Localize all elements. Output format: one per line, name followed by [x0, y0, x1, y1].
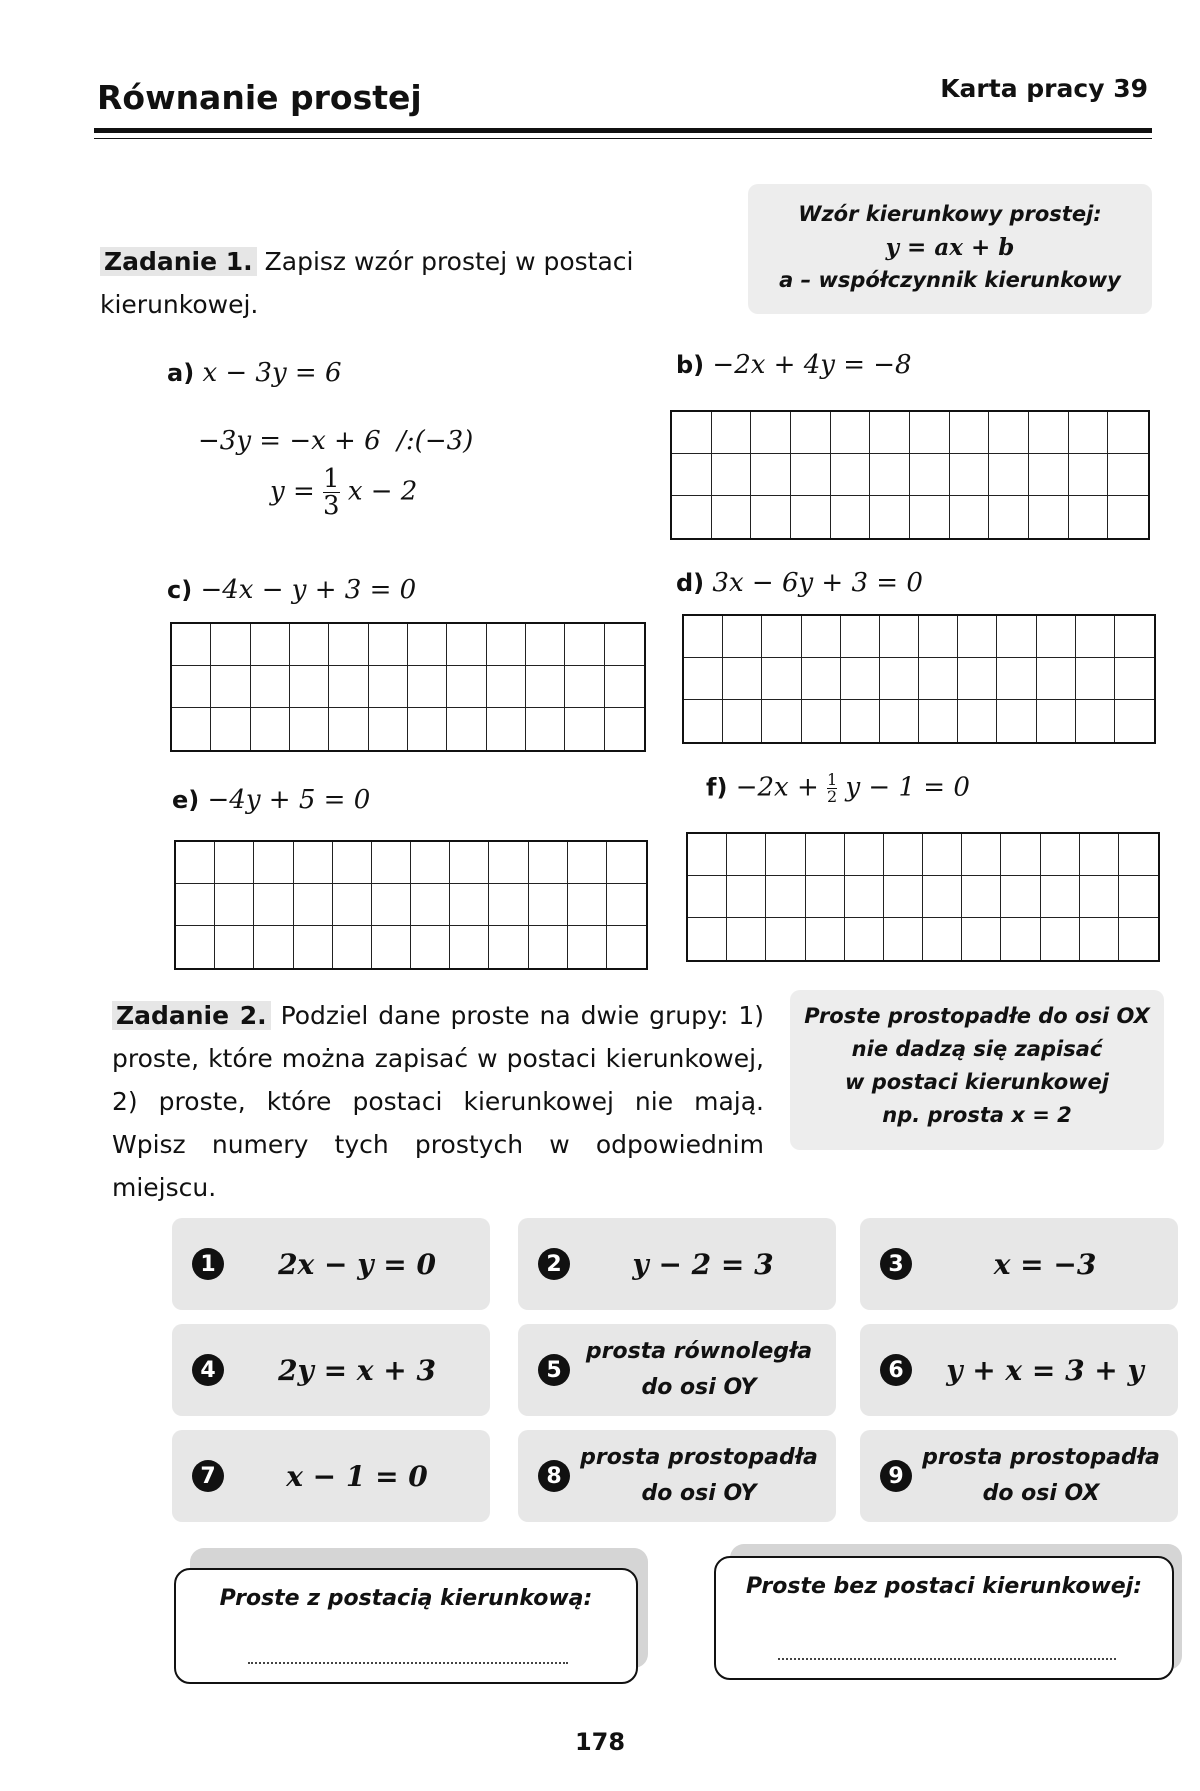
task2-label: Zadanie 2. [112, 1001, 271, 1030]
task1-item-b [676, 350, 912, 380]
card-description-line-1: prosta prostopadła [922, 1445, 1160, 1470]
answer-line-with-slope[interactable] [248, 1662, 568, 1664]
answer-title-without-slope: Proste bez postaci kierunkowej: [745, 1574, 1143, 1599]
item-d-label: d) [676, 569, 705, 597]
grid-cell[interactable] [791, 412, 831, 454]
answer-line-without-slope[interactable] [778, 1658, 1116, 1660]
grid-cell[interactable] [870, 454, 910, 496]
card-equation: y − 2 = 3 [632, 1247, 774, 1281]
grid-cell[interactable] [806, 918, 845, 960]
card-number-badge: 8 [538, 1460, 570, 1492]
grid-cell[interactable] [1069, 412, 1109, 454]
grid-cell[interactable] [880, 658, 919, 700]
item-f-equation-post: y − 1 = 0 [845, 772, 970, 803]
grid-cell[interactable] [1108, 412, 1148, 454]
card-equation: y + x = 3 + y [946, 1353, 1144, 1387]
grid-cell[interactable] [884, 918, 923, 960]
card-description [912, 1440, 1178, 1512]
grid-cell[interactable] [751, 454, 791, 496]
grid-cell[interactable] [372, 884, 411, 926]
grid-cell[interactable] [1037, 616, 1076, 658]
grid-cell[interactable] [723, 658, 762, 700]
grid-cell[interactable] [333, 842, 372, 884]
item-d-equation: 3x − 6y + 3 = 0 [712, 568, 923, 598]
example-step-2 [270, 466, 417, 519]
item-f-fraction-numerator: 1 [827, 770, 838, 789]
line-card-9 [860, 1430, 1178, 1522]
grid-cell[interactable] [727, 834, 766, 876]
grid-cell[interactable] [1001, 918, 1040, 960]
grid-cell[interactable] [447, 666, 486, 708]
grid-cell[interactable] [762, 658, 801, 700]
item-f-fraction [827, 772, 837, 805]
grid-cell[interactable] [565, 666, 604, 708]
grid-cell[interactable] [910, 496, 950, 538]
grid-cell[interactable] [672, 496, 712, 538]
grid-cell[interactable] [411, 842, 450, 884]
line-card-2 [518, 1218, 836, 1310]
page-number: 178 [574, 1728, 626, 1756]
grid-cell[interactable] [607, 842, 646, 884]
item-c-label: c) [167, 576, 193, 604]
grid-cell[interactable] [333, 926, 372, 968]
grid-cell[interactable] [723, 616, 762, 658]
grid-cell[interactable] [712, 496, 752, 538]
grid-cell[interactable] [1041, 876, 1080, 918]
grid-cell[interactable] [845, 918, 884, 960]
grid-cell[interactable] [997, 616, 1036, 658]
answer-grid-e[interactable] [174, 840, 648, 970]
perp-box-line-1: Proste prostopadłe do osi OX [804, 1004, 1150, 1028]
grid-cell[interactable] [568, 842, 607, 884]
answer-grid-f[interactable] [686, 832, 1160, 962]
grid-cell[interactable] [172, 666, 211, 708]
grid-cell[interactable] [884, 834, 923, 876]
grid-cell[interactable] [211, 666, 250, 708]
grid-cell[interactable] [607, 884, 646, 926]
formula-info-box [748, 184, 1152, 314]
grid-cell[interactable] [950, 412, 990, 454]
card-equation: 2y = x + 3 [278, 1353, 436, 1387]
grid-cell[interactable] [605, 624, 644, 666]
card-number-badge: 2 [538, 1248, 570, 1280]
perp-box-line-3: w postaci kierunkowej [845, 1070, 1109, 1094]
card-description-line-1: prosta równoległa [585, 1339, 813, 1364]
grid-cell[interactable] [950, 496, 990, 538]
grid-cell[interactable] [723, 700, 762, 742]
grid-cell[interactable] [989, 454, 1029, 496]
task1-item-e [172, 785, 370, 815]
grid-cell[interactable] [1029, 496, 1069, 538]
grid-cell[interactable] [962, 918, 1001, 960]
grid-cell[interactable] [727, 918, 766, 960]
grid-cell[interactable] [411, 884, 450, 926]
header-rule [94, 128, 1152, 133]
grid-cell[interactable] [806, 834, 845, 876]
grid-cell[interactable] [958, 658, 997, 700]
task1-instruction [100, 240, 710, 326]
grid-cell[interactable] [487, 666, 526, 708]
grid-cell[interactable] [254, 884, 293, 926]
card-equation: x = −3 [993, 1247, 1097, 1281]
grid-cell[interactable] [845, 834, 884, 876]
task1-text: Zapisz wzór prostej w postaci kierunkowej. [100, 247, 634, 319]
grid-cell[interactable] [1041, 918, 1080, 960]
item-f-fraction-denominator: 2 [827, 787, 838, 806]
task2-instruction [112, 994, 764, 1209]
grid-cell[interactable] [870, 496, 910, 538]
grid-cell[interactable] [806, 876, 845, 918]
card-number-badge: 9 [880, 1460, 912, 1492]
grid-cell[interactable] [450, 926, 489, 968]
grid-cell[interactable] [762, 616, 801, 658]
grid-cell[interactable] [950, 454, 990, 496]
grid-cell[interactable] [254, 926, 293, 968]
grid-cell[interactable] [762, 700, 801, 742]
grid-cell[interactable] [712, 454, 752, 496]
grid-cell[interactable] [607, 926, 646, 968]
grid-cell[interactable] [802, 616, 841, 658]
grid-cell[interactable] [1115, 616, 1154, 658]
grid-cell[interactable] [254, 842, 293, 884]
grid-cell[interactable] [712, 412, 752, 454]
item-f-equation-pre: −2x + [735, 772, 819, 803]
grid-cell[interactable] [176, 842, 215, 884]
grid-cell[interactable] [831, 454, 871, 496]
grid-cell[interactable] [802, 658, 841, 700]
grid-cell[interactable] [766, 834, 805, 876]
grid-cell[interactable] [172, 624, 211, 666]
grid-cell[interactable] [791, 496, 831, 538]
grid-cell[interactable] [880, 700, 919, 742]
card-number-badge: 4 [192, 1354, 224, 1386]
card-description-line-2: do osi OY [641, 1481, 757, 1506]
item-b-equation: −2x + 4y = −8 [712, 350, 912, 380]
grid-cell[interactable] [802, 700, 841, 742]
grid-cell[interactable] [831, 496, 871, 538]
grid-cell[interactable] [1037, 658, 1076, 700]
grid-cell[interactable] [688, 834, 727, 876]
grid-cell[interactable] [989, 412, 1029, 454]
grid-cell[interactable] [962, 876, 1001, 918]
grid-cell[interactable] [1080, 876, 1119, 918]
answer-grid-b[interactable] [670, 410, 1150, 540]
grid-cell[interactable] [684, 616, 723, 658]
example-step-2-lhs: y = [270, 476, 315, 507]
answer-title-with-slope: Proste z postacią kierunkową: [219, 1586, 593, 1611]
grid-cell[interactable] [372, 926, 411, 968]
grid-cell[interactable] [751, 412, 791, 454]
line-card-5 [518, 1324, 836, 1416]
example-fraction [323, 466, 340, 519]
grid-cell[interactable] [251, 708, 290, 750]
line-card-4 [172, 1324, 490, 1416]
line-card-7 [172, 1430, 490, 1522]
item-e-equation: −4y + 5 = 0 [207, 785, 371, 815]
formula-box-note: a – współczynnik kierunkowy [779, 268, 1121, 292]
grid-cell[interactable] [1080, 918, 1119, 960]
grid-cell[interactable] [791, 454, 831, 496]
grid-cell[interactable] [1069, 454, 1109, 496]
grid-cell[interactable] [923, 834, 962, 876]
grid-cell[interactable] [989, 496, 1029, 538]
grid-cell[interactable] [727, 876, 766, 918]
grid-cell[interactable] [487, 708, 526, 750]
answer-grid-d[interactable] [682, 614, 1156, 744]
grid-cell[interactable] [290, 708, 329, 750]
grid-cell[interactable] [997, 658, 1036, 700]
grid-cell[interactable] [411, 926, 450, 968]
grid-cell[interactable] [962, 834, 1001, 876]
line-card-3 [860, 1218, 1178, 1310]
grid-cell[interactable] [910, 412, 950, 454]
grid-cell[interactable] [290, 624, 329, 666]
grid-cell[interactable] [766, 918, 805, 960]
grid-cell[interactable] [529, 926, 568, 968]
card-number-badge: 5 [538, 1354, 570, 1386]
grid-cell[interactable] [923, 876, 962, 918]
grid-cell[interactable] [1069, 496, 1109, 538]
grid-cell[interactable] [529, 842, 568, 884]
grid-cell[interactable] [1076, 700, 1115, 742]
example-step-1: −3y = −x + 6 /:(−3) [198, 426, 474, 456]
grid-cell[interactable] [884, 876, 923, 918]
example-fraction-numerator: 1 [323, 464, 340, 494]
task1-item-c [167, 575, 416, 605]
grid-cell[interactable] [1001, 834, 1040, 876]
card-description-line-2: do osi OX [982, 1481, 1100, 1506]
grid-cell[interactable] [1115, 700, 1154, 742]
line-card-6 [860, 1324, 1178, 1416]
grid-cell[interactable] [251, 624, 290, 666]
grid-cell[interactable] [408, 624, 447, 666]
grid-cell[interactable] [1119, 834, 1158, 876]
formula-box-formula: y = ax + b [885, 234, 1015, 261]
grid-cell[interactable] [565, 624, 604, 666]
grid-cell[interactable] [841, 616, 880, 658]
grid-cell[interactable] [751, 496, 791, 538]
task1-item-a [167, 358, 342, 388]
perp-box-line-2: nie dadzą się zapisać [851, 1037, 1103, 1061]
grid-cell[interactable] [1119, 876, 1158, 918]
worksheet-number: Karta pracy 39 [940, 74, 1148, 103]
grid-cell[interactable] [568, 926, 607, 968]
grid-cell[interactable] [1080, 834, 1119, 876]
grid-cell[interactable] [605, 708, 644, 750]
grid-cell[interactable] [605, 666, 644, 708]
grid-cell[interactable] [1001, 876, 1040, 918]
example-fraction-denominator: 3 [323, 491, 340, 521]
line-card-1 [172, 1218, 490, 1310]
grid-cell[interactable] [845, 876, 884, 918]
task1-item-f [706, 772, 970, 805]
example-step-2-rhs: x − 2 [347, 476, 418, 507]
grid-cell[interactable] [1029, 454, 1069, 496]
grid-cell[interactable] [958, 616, 997, 658]
grid-cell[interactable] [1029, 412, 1069, 454]
grid-cell[interactable] [369, 624, 408, 666]
grid-cell[interactable] [333, 884, 372, 926]
grid-cell[interactable] [215, 884, 254, 926]
grid-cell[interactable] [958, 700, 997, 742]
card-description-line-2: do osi OY [641, 1375, 757, 1400]
grid-cell[interactable] [1037, 700, 1076, 742]
grid-cell[interactable] [215, 926, 254, 968]
grid-cell[interactable] [489, 926, 528, 968]
card-equation: x − 1 = 0 [286, 1459, 428, 1493]
grid-cell[interactable] [568, 884, 607, 926]
grid-cell[interactable] [369, 708, 408, 750]
grid-cell[interactable] [211, 624, 250, 666]
card-number-badge: 6 [880, 1354, 912, 1386]
grid-cell[interactable] [526, 666, 565, 708]
task1-item-d [676, 568, 923, 598]
grid-cell[interactable] [1041, 834, 1080, 876]
grid-cell[interactable] [329, 666, 368, 708]
grid-cell[interactable] [211, 708, 250, 750]
item-e-label: e) [172, 786, 200, 814]
grid-cell[interactable] [329, 624, 368, 666]
card-number-badge: 1 [192, 1248, 224, 1280]
grid-cell[interactable] [919, 616, 958, 658]
grid-cell[interactable] [766, 876, 805, 918]
perpendicular-info-box [790, 990, 1164, 1150]
header-rule-thin [94, 138, 1152, 139]
card-description [570, 1440, 836, 1512]
grid-cell[interactable] [910, 454, 950, 496]
grid-cell[interactable] [176, 884, 215, 926]
formula-box-title: Wzór kierunkowy prostej: [798, 202, 1102, 226]
grid-cell[interactable] [565, 708, 604, 750]
grid-cell[interactable] [1076, 616, 1115, 658]
grid-cell[interactable] [176, 926, 215, 968]
grid-cell[interactable] [251, 666, 290, 708]
grid-cell[interactable] [172, 708, 211, 750]
grid-cell[interactable] [688, 876, 727, 918]
grid-cell[interactable] [919, 700, 958, 742]
grid-cell[interactable] [1119, 918, 1158, 960]
grid-cell[interactable] [688, 918, 727, 960]
grid-cell[interactable] [841, 700, 880, 742]
grid-cell[interactable] [294, 926, 333, 968]
grid-cell[interactable] [997, 700, 1036, 742]
grid-cell[interactable] [329, 708, 368, 750]
grid-cell[interactable] [408, 666, 447, 708]
grid-cell[interactable] [923, 918, 962, 960]
grid-cell[interactable] [526, 708, 565, 750]
answer-grid-c[interactable] [170, 622, 646, 752]
grid-cell[interactable] [489, 842, 528, 884]
grid-cell[interactable] [672, 412, 712, 454]
grid-cell[interactable] [487, 624, 526, 666]
grid-cell[interactable] [919, 658, 958, 700]
grid-cell[interactable] [841, 658, 880, 700]
grid-cell[interactable] [880, 616, 919, 658]
page-title: Równanie prostej [97, 78, 422, 117]
grid-cell[interactable] [294, 842, 333, 884]
grid-cell[interactable] [447, 708, 486, 750]
card-number-badge: 3 [880, 1248, 912, 1280]
perp-box-line-4: np. prosta x = 2 [882, 1103, 1072, 1127]
card-description-line-1: prosta prostopadła [580, 1445, 818, 1470]
item-c-equation: −4x − y + 3 = 0 [200, 575, 417, 605]
answer-box-without-slope[interactable] [714, 1556, 1174, 1680]
grid-cell[interactable] [529, 884, 568, 926]
grid-cell[interactable] [684, 700, 723, 742]
grid-cell[interactable] [372, 842, 411, 884]
item-f-label: f) [706, 773, 728, 802]
grid-cell[interactable] [526, 624, 565, 666]
grid-cell[interactable] [672, 454, 712, 496]
grid-cell[interactable] [450, 842, 489, 884]
grid-cell[interactable] [870, 412, 910, 454]
grid-cell[interactable] [1108, 454, 1148, 496]
grid-cell[interactable] [1076, 658, 1115, 700]
grid-cell[interactable] [684, 658, 723, 700]
grid-cell[interactable] [290, 666, 329, 708]
grid-cell[interactable] [447, 624, 486, 666]
item-a-equation: x − 3y = 6 [202, 358, 342, 388]
grid-cell[interactable] [369, 666, 408, 708]
grid-cell[interactable] [489, 884, 528, 926]
answer-box-with-slope[interactable] [174, 1568, 638, 1684]
item-a-label: a) [167, 359, 195, 387]
grid-cell[interactable] [450, 884, 489, 926]
task2-text: Podziel dane proste na dwie grupy: 1) proste, które można zapisać w postaci kierunkowej, 2) proste, które postaci kierunkowej nie mają. Wpisz numery tych prostych w odpowiednim miejscu. [112, 1001, 765, 1202]
grid-cell[interactable] [294, 884, 333, 926]
card-equation: 2x − y = 0 [278, 1247, 436, 1281]
line-card-8 [518, 1430, 836, 1522]
task1-label: Zadanie 1. [100, 247, 257, 276]
grid-cell[interactable] [408, 708, 447, 750]
item-b-label: b) [676, 351, 705, 379]
grid-cell[interactable] [1115, 658, 1154, 700]
card-description [570, 1334, 836, 1406]
grid-cell[interactable] [1108, 496, 1148, 538]
card-number-badge: 7 [192, 1460, 224, 1492]
grid-cell[interactable] [831, 412, 871, 454]
grid-cell[interactable] [215, 842, 254, 884]
